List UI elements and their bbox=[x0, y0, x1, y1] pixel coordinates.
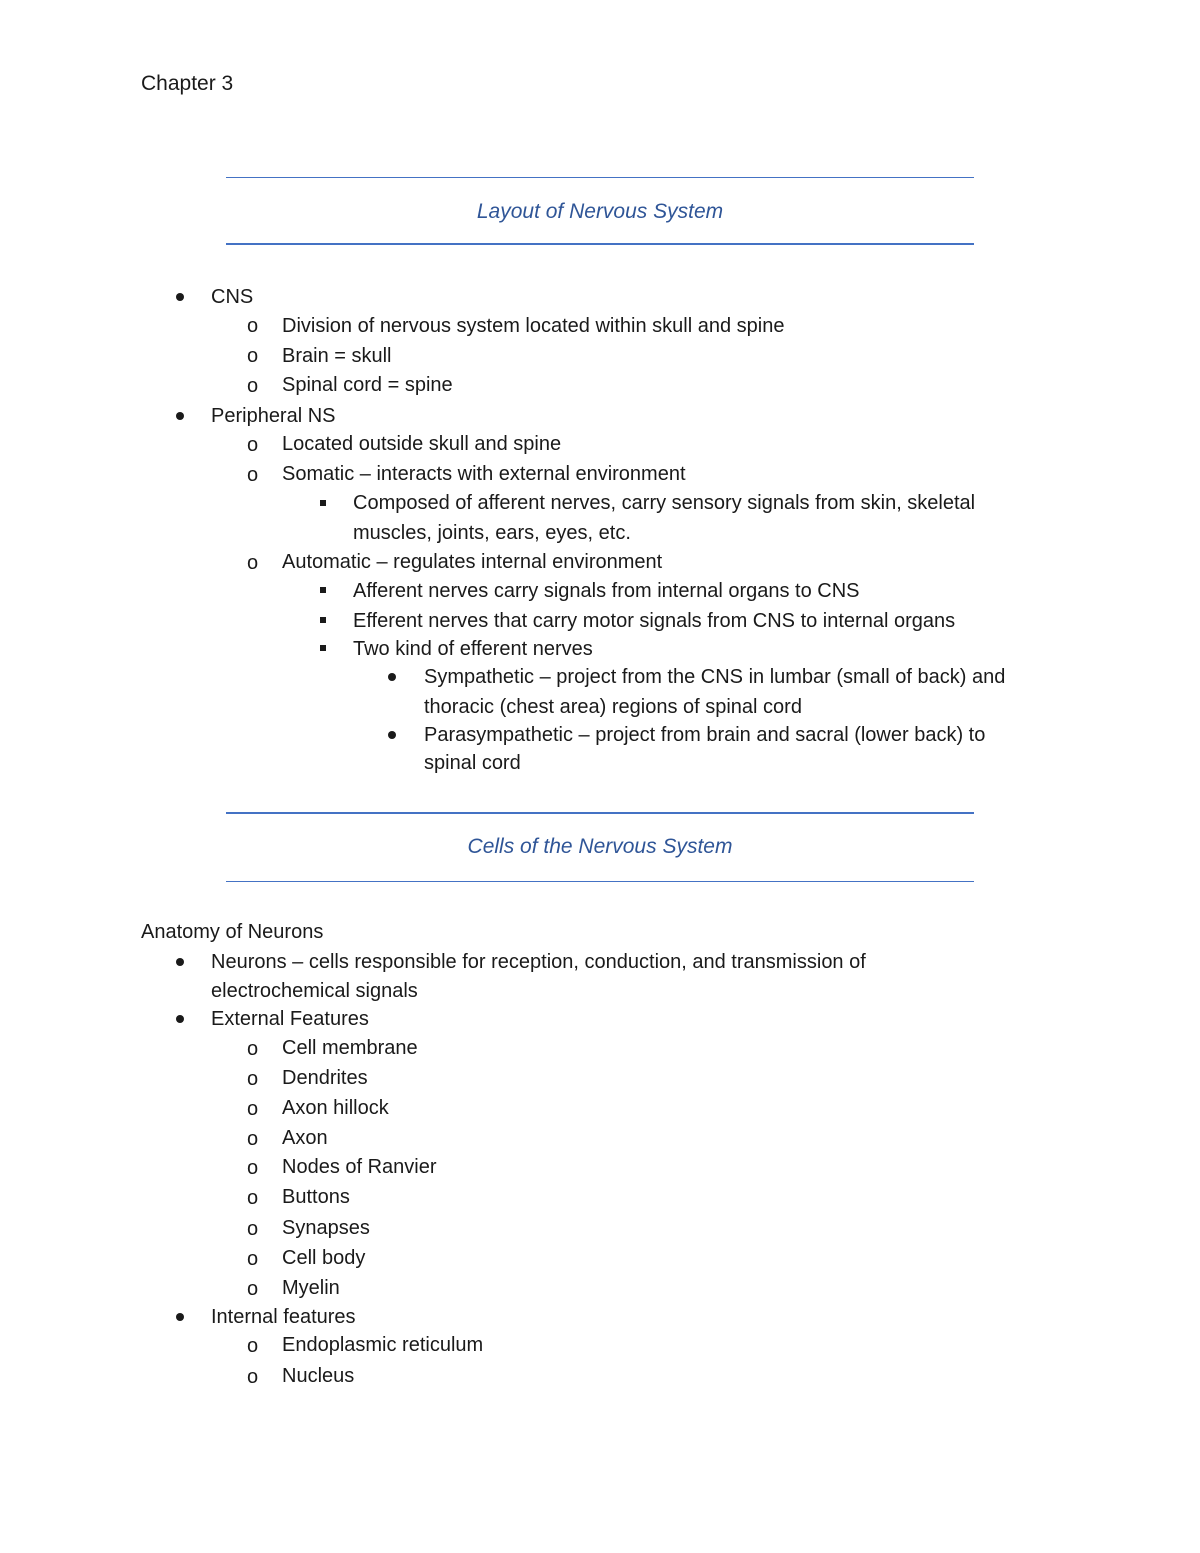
heading-rule-top bbox=[226, 812, 974, 814]
bullet-circle: o bbox=[247, 1068, 259, 1090]
list-item-continued: electrochemical signals bbox=[211, 980, 418, 1002]
list-item: Composed of afferent nerves, carry sensory signals from skin, skeletal bbox=[353, 492, 976, 514]
list-item: Cell body bbox=[282, 1247, 366, 1269]
bullet-square bbox=[320, 617, 326, 623]
bullet-circle: o bbox=[247, 1218, 259, 1240]
list-item: Internal features bbox=[211, 1306, 356, 1328]
list-item: External Features bbox=[211, 1008, 369, 1030]
list-item: Brain = skull bbox=[282, 345, 392, 367]
list-item: Efferent nerves that carry motor signals from CNS to internal organs bbox=[353, 610, 956, 632]
list-item: Neurons – cells responsible for reception, conduction, and transmission of bbox=[211, 951, 866, 973]
bullet-disc bbox=[176, 412, 184, 420]
list-item-continued: muscles, joints, ears, eyes, etc. bbox=[353, 522, 631, 544]
bullet-circle: o bbox=[247, 464, 259, 486]
bullet-circle: o bbox=[247, 1128, 259, 1150]
subheading: Anatomy of Neurons bbox=[141, 921, 324, 943]
bullet-circle: o bbox=[247, 434, 259, 456]
bullet-square bbox=[320, 500, 326, 506]
heading-rule-bottom bbox=[226, 881, 974, 882]
list-item: Automatic – regulates internal environment bbox=[282, 551, 663, 573]
bullet-disc bbox=[176, 1015, 184, 1023]
bullet-circle: o bbox=[247, 345, 259, 367]
list-item: Buttons bbox=[282, 1186, 350, 1208]
bullet-circle: o bbox=[247, 315, 259, 337]
heading-rule-bottom bbox=[226, 243, 974, 245]
list-item: Endoplasmic reticulum bbox=[282, 1334, 484, 1356]
list-item: Peripheral NS bbox=[211, 405, 336, 427]
list-item-continued: thoracic (chest area) regions of spinal cord bbox=[424, 696, 802, 718]
bullet-disc bbox=[176, 958, 184, 966]
list-item: CNS bbox=[211, 286, 254, 308]
list-item: Nodes of Ranvier bbox=[282, 1156, 437, 1178]
list-item: Sympathetic – project from the CNS in lumbar (small of back) and bbox=[424, 666, 1006, 688]
list-item: Somatic – interacts with external environment bbox=[282, 463, 686, 485]
bullet-square bbox=[320, 587, 326, 593]
list-item: Nucleus bbox=[282, 1365, 355, 1387]
list-item: Spinal cord = spine bbox=[282, 374, 453, 396]
list-item: Cell membrane bbox=[282, 1037, 418, 1059]
bullet-circle: o bbox=[247, 1157, 259, 1179]
bullet-circle: o bbox=[247, 1335, 259, 1357]
bullet-square bbox=[320, 645, 326, 651]
bullet-disc bbox=[176, 1313, 184, 1321]
bullet-disc bbox=[388, 731, 396, 739]
list-item: Myelin bbox=[282, 1277, 340, 1299]
list-item: Two kind of efferent nerves bbox=[353, 638, 593, 660]
list-item: Synapses bbox=[282, 1217, 370, 1239]
bullet-circle: o bbox=[247, 552, 259, 574]
bullet-circle: o bbox=[247, 1278, 259, 1300]
list-item: Dendrites bbox=[282, 1067, 368, 1089]
bullet-circle: o bbox=[247, 375, 259, 397]
list-item: Axon bbox=[282, 1127, 328, 1149]
list-item-continued: spinal cord bbox=[424, 752, 521, 774]
section-heading-cells: Cells of the Nervous System bbox=[467, 835, 733, 858]
list-item: Axon hillock bbox=[282, 1097, 389, 1119]
bullet-circle: o bbox=[247, 1248, 259, 1270]
list-item: Parasympathetic – project from brain and sacral (lower back) to bbox=[424, 724, 986, 746]
chapter-title: Chapter 3 bbox=[141, 72, 234, 95]
bullet-disc bbox=[388, 673, 396, 681]
bullet-circle: o bbox=[247, 1098, 259, 1120]
bullet-circle: o bbox=[247, 1366, 259, 1388]
section-heading-layout: Layout of Nervous System bbox=[476, 200, 724, 223]
list-item: Afferent nerves carry signals from internal organs to CNS bbox=[353, 580, 860, 602]
heading-rule-top bbox=[226, 177, 974, 178]
bullet-circle: o bbox=[247, 1187, 259, 1209]
bullet-circle: o bbox=[247, 1038, 259, 1060]
list-item: Located outside skull and spine bbox=[282, 433, 562, 455]
bullet-disc bbox=[176, 293, 184, 301]
list-item: Division of nervous system located within skull and spine bbox=[282, 315, 785, 337]
